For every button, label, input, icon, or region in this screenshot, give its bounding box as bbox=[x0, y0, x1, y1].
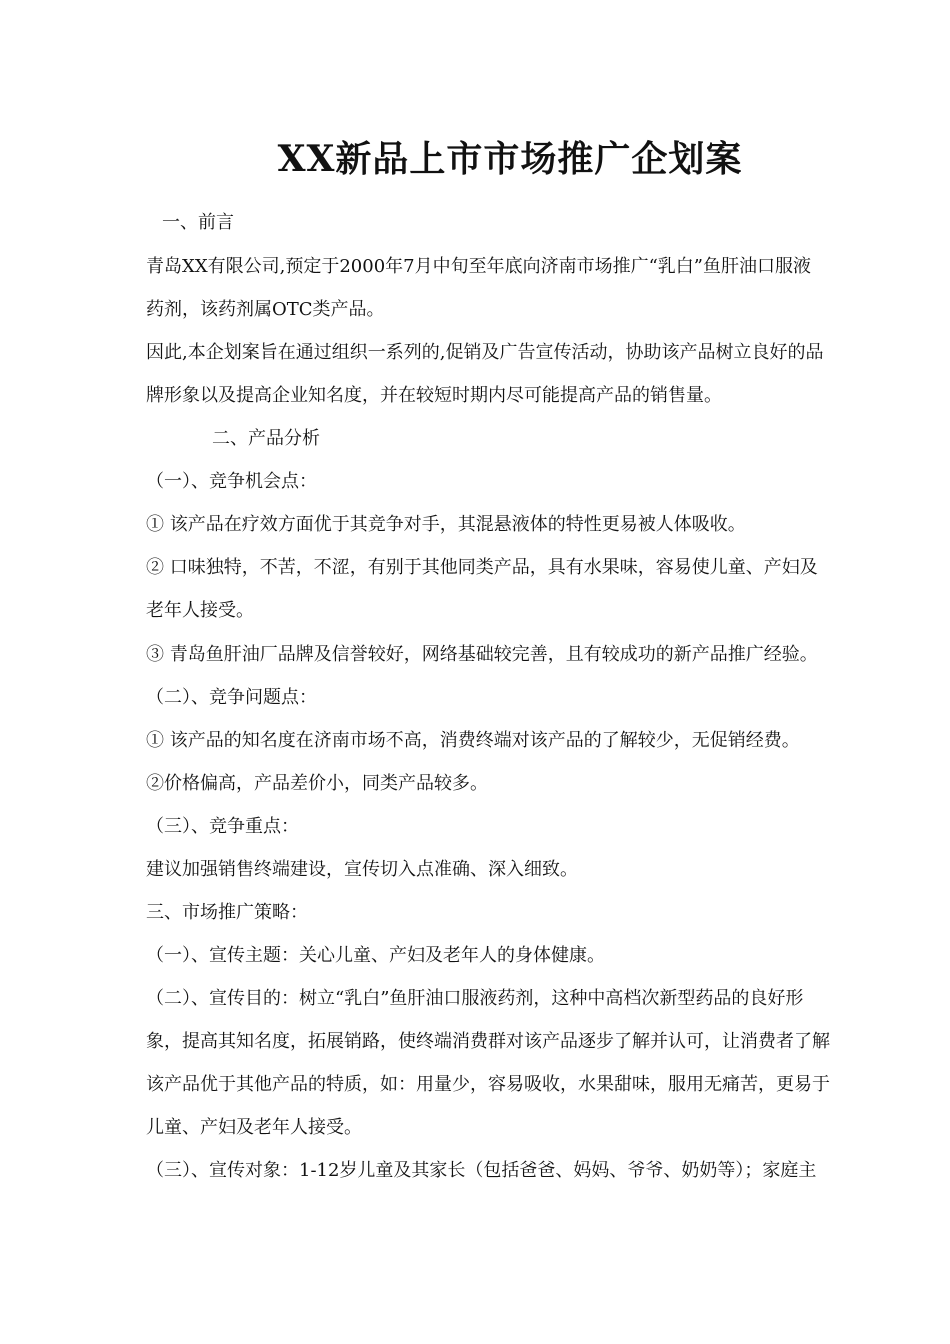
list-item: ②价格偏高，产品差价小，同类产品较多。 bbox=[146, 773, 488, 794]
paragraph-line: 药剂，该药剂属OTC类产品。 bbox=[146, 299, 385, 320]
paragraph-line: （二）、宣传目的：树立“乳白”鱼肝油口服液药剂，这种中高档次新型药品的良好形 bbox=[146, 988, 804, 1009]
paragraph-line: 该产品优于其他产品的特质，如：用量少，容易吸收，水果甜味，服用无痛苦，更易于 bbox=[146, 1074, 830, 1095]
document-title: XX新品上市市场推广企划案 bbox=[277, 138, 743, 180]
paragraph-line: 牌形象以及提高企业知名度，并在较短时期内尽可能提高产品的销售量。 bbox=[146, 385, 722, 406]
list-item: ① 该产品在疗效方面优于其竞争对手，其混悬液体的特性更易被人体吸收。 bbox=[146, 514, 746, 535]
paragraph-line: （三）、宣传对象：1-12岁儿童及其家长（包括爸爸、妈妈、爷爷、奶奶等）；家庭主 bbox=[146, 1160, 817, 1181]
subheading: （一）、宣传主题：关心儿童、产妇及老年人的身体健康。 bbox=[146, 945, 605, 966]
list-item: ① 该产品的知名度在济南市场不高，消费终端对该产品的了解较少，无促销经费。 bbox=[146, 730, 800, 751]
section-heading-marketing-strategy: 三、市场推广策略： bbox=[146, 902, 308, 923]
subheading: （三）、竞争重点： bbox=[146, 816, 299, 837]
section-heading-preface: 一、前言 bbox=[162, 212, 234, 233]
subheading: （二）、竞争问题点： bbox=[146, 687, 317, 708]
list-item: ② 口味独特，不苦，不涩，有别于其他同类产品，具有水果味，容易使儿童、产妇及 bbox=[146, 557, 818, 578]
paragraph-line: 青岛XX有限公司,预定于2000年7月中旬至年底向济南市场推广“乳白”鱼肝油口服液 bbox=[146, 256, 812, 277]
paragraph-line: 象，提高其知名度，拓展销路，使终端消费群对该产品逐步了解并认可，让消费者了解 bbox=[146, 1031, 830, 1052]
section-heading-product-analysis: 二、产品分析 bbox=[212, 428, 320, 449]
paragraph-line: 因此,本企划案旨在通过组织一系列的,促销及广告宣传活动，协助该产品树立良好的品 bbox=[146, 342, 824, 363]
list-item: ③ 青岛鱼肝油厂品牌及信誉较好，网络基础较完善，且有较成功的新产品推广经验。 bbox=[146, 644, 818, 665]
subheading: （一）、竞争机会点： bbox=[146, 471, 317, 492]
paragraph-line: 儿童、产妇及老年人接受。 bbox=[146, 1117, 362, 1138]
paragraph-line: 建议加强销售终端建设，宣传切入点准确、深入细致。 bbox=[146, 859, 578, 880]
paragraph-line: 老年人接受。 bbox=[146, 600, 254, 621]
